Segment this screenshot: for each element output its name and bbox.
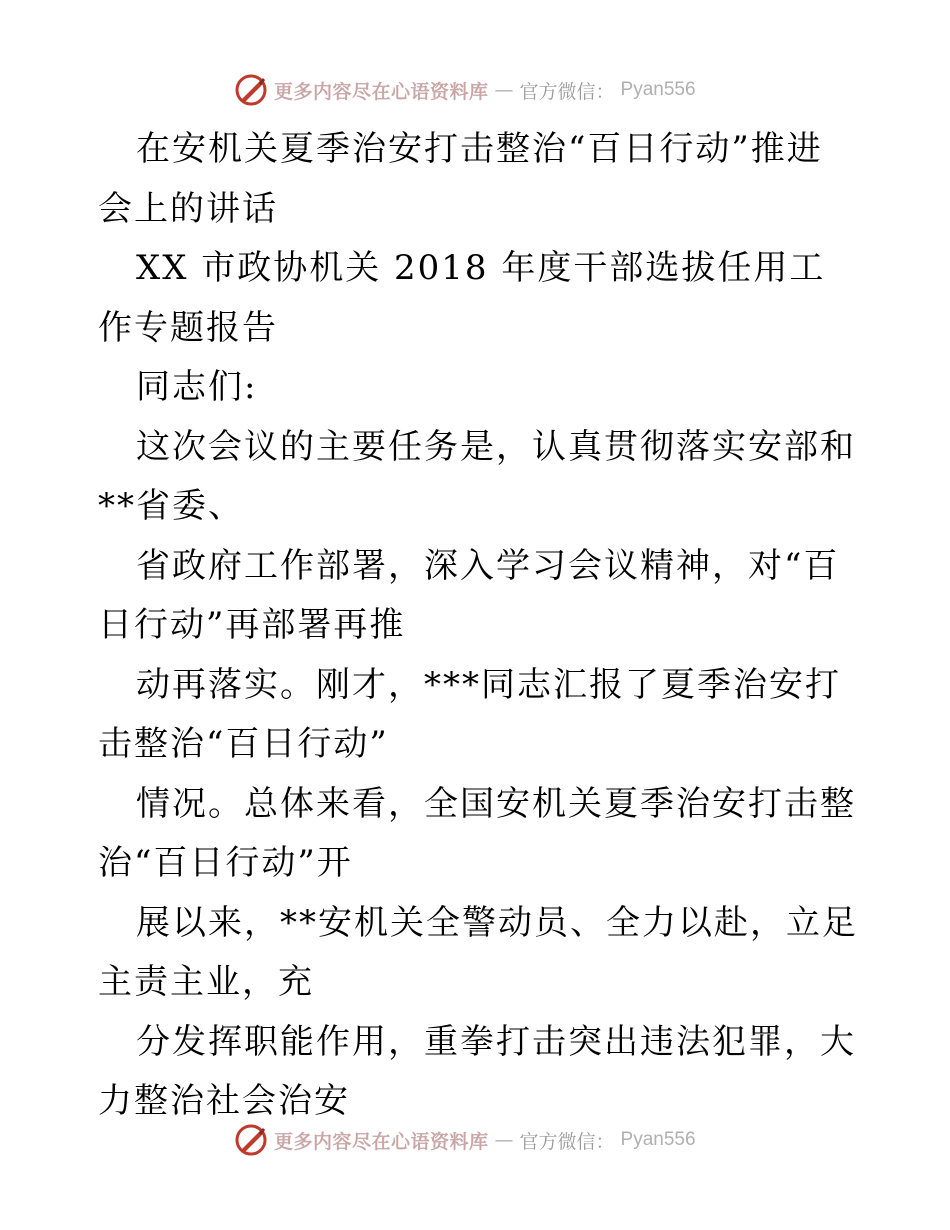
document-body — [98, 120, 858, 1132]
banner-main-text: 更多内容尽在心语资料库 — [274, 1130, 489, 1153]
banner-sub-text: 官方微信： — [519, 80, 615, 103]
paragraph: 这次会议的主要任务是，认真贯彻落实安部和**省委、 — [98, 426, 856, 526]
paragraph: 展以来，**安机关全警动员、全力以赴，立足主责主业，充 — [98, 902, 858, 1002]
banner-dash: — — [494, 79, 514, 101]
paragraph: 同志们: — [136, 367, 258, 407]
banner-main-text: 更多内容尽在心语资料库 — [274, 80, 489, 103]
banner-wechat-id: Pyan556 — [620, 79, 696, 100]
pen-logo-icon — [234, 1123, 268, 1157]
pen-logo-icon — [234, 73, 268, 107]
paragraph: 省政府工作部署，深入学习会议精神，对“百日行动”再部署再推 — [98, 545, 840, 645]
banner-dash: — — [494, 1129, 514, 1151]
banner-sub-text: 官方微信： — [519, 1130, 615, 1153]
paragraph: 分发挥职能作用，重拳打击突出违法犯罪，大力整治社会治安 — [98, 1021, 856, 1121]
banner-wechat-id: Pyan556 — [620, 1129, 696, 1150]
header-banner — [234, 72, 696, 108]
paragraph: 动再落实。刚才，***同志汇报了夏季治安打击整治“百日行动” — [98, 664, 841, 764]
paragraph: XX 市政协机关 2018 年度干部选拔任用工作专题报告 — [98, 248, 826, 348]
paragraph: 情况。总体来看，全国安机关夏季治安打击整治“百日行动”开 — [98, 783, 856, 883]
footer-banner — [234, 1122, 696, 1158]
paragraph: 在安机关夏季治安打击整治“百日行动”推进会上的讲话 — [98, 129, 823, 229]
